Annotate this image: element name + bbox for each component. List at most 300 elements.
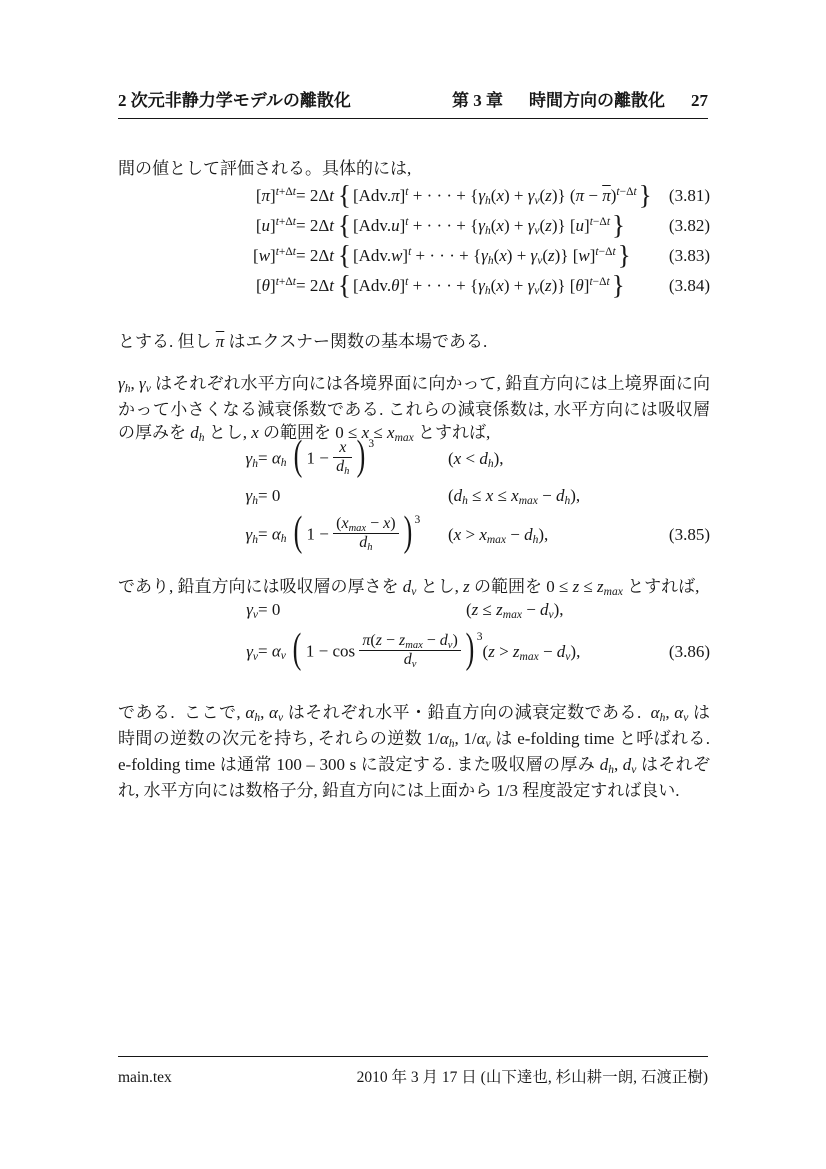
- math-token: h: [198, 432, 205, 445]
- equation-rhs: [258, 626, 483, 673]
- math-token: γ: [527, 186, 535, 205]
- math-token: = 2Δ: [296, 246, 330, 265]
- math-token: α: [476, 729, 486, 748]
- math-token: t: [405, 185, 409, 198]
- math-token: v: [534, 195, 540, 208]
- math-token: ),: [538, 525, 549, 544]
- math-token: v: [252, 609, 258, 622]
- math-token: [276, 246, 296, 258]
- math-token: [485, 195, 491, 207]
- math-token: t: [595, 245, 599, 258]
- math-token: ) +: [503, 216, 528, 235]
- math-token: t: [292, 245, 296, 258]
- footer-date-authors: 2010 年 3 月 17 日 (山下達也, 杉山耕一朗, 石渡正樹): [356, 1069, 708, 1086]
- math-token: x: [496, 276, 504, 295]
- math-token: max: [519, 651, 539, 664]
- math-token: [608, 764, 614, 776]
- math-token: α: [245, 703, 255, 722]
- math-token: [: [255, 186, 262, 205]
- math-token: [333, 515, 398, 552]
- math-token: h: [280, 457, 287, 470]
- math-token: x: [453, 449, 462, 468]
- math-token: [449, 738, 455, 750]
- equation-3.85-line-3: [118, 510, 710, 560]
- math-token: {: [338, 270, 351, 300]
- equation-condition: [448, 486, 580, 506]
- math-token: [589, 276, 609, 288]
- math-token: γ: [478, 216, 485, 235]
- math-token: [405, 640, 423, 651]
- math-token: }: [612, 210, 625, 240]
- equation-rhs: [258, 509, 448, 556]
- math-token: x: [496, 216, 504, 235]
- math-token: とすれば,: [413, 423, 491, 442]
- math-token: h: [252, 495, 258, 508]
- header-section-title: 2 次元非静力学モデルの離散化: [118, 91, 351, 110]
- math-token: ),: [570, 642, 581, 661]
- math-token: の範囲を 0 ≤: [258, 423, 362, 442]
- equation-lhs: [118, 449, 258, 469]
- math-token: γ: [246, 642, 253, 661]
- math-token: z: [572, 577, 580, 596]
- math-token: z: [512, 642, 520, 661]
- math-token: [278, 712, 283, 724]
- math-token: t: [606, 215, 611, 228]
- math-token: t: [589, 275, 593, 288]
- math-token: π: [362, 631, 371, 649]
- math-token: α: [650, 703, 660, 722]
- math-token: = 0: [258, 600, 281, 619]
- math-token: d: [556, 642, 566, 661]
- math-token: v: [411, 658, 417, 670]
- math-token: max: [405, 639, 423, 651]
- math-token: とし,: [416, 577, 464, 596]
- math-token: >: [494, 642, 513, 661]
- math-token: はエクスナー関数の基本場である.: [224, 332, 488, 351]
- math-token: z: [399, 631, 406, 649]
- math-token: 3: [368, 438, 375, 451]
- equation-lhs: [118, 486, 258, 506]
- math-token: {: [338, 240, 351, 270]
- math-token: h: [659, 712, 666, 725]
- math-token: $\overline{\pi}$: [215, 332, 225, 351]
- math-token: max: [518, 495, 538, 508]
- math-token: [405, 186, 408, 198]
- math-token: [565, 651, 570, 663]
- math-token: [252, 495, 258, 507]
- math-token: [367, 542, 372, 553]
- math-token: t: [616, 185, 620, 198]
- math-token: +Δ: [278, 275, 293, 288]
- equation-number: (3.82): [668, 216, 710, 235]
- math-token: α: [271, 447, 281, 467]
- footer-filename: main.tex: [118, 1069, 172, 1086]
- math-token: v: [252, 651, 258, 664]
- math-token: {: [338, 180, 351, 210]
- equation-3.85-line-2: [118, 482, 710, 510]
- math-token: x: [453, 525, 462, 544]
- math-token: (: [293, 509, 302, 556]
- math-token: −: [537, 486, 556, 505]
- math-token: [359, 632, 460, 650]
- equation-3.86: [118, 596, 710, 680]
- math-token: ]: [402, 246, 409, 265]
- math-token: [503, 609, 522, 621]
- math-token: [487, 534, 506, 546]
- math-token: t: [589, 215, 593, 228]
- math-token: v: [145, 383, 151, 396]
- math-token: [590, 216, 610, 228]
- equation-lhs: [118, 642, 258, 662]
- math-token: +Δ: [278, 185, 293, 198]
- math-token: max: [348, 522, 367, 534]
- math-token: [Adv.: [352, 216, 392, 235]
- math-token: $\overline{\pi}$: [602, 186, 611, 205]
- math-token: [405, 216, 408, 228]
- math-token: ,: [665, 703, 675, 722]
- math-token: ),: [570, 486, 581, 505]
- math-token: v: [683, 712, 689, 725]
- math-token: t: [275, 185, 279, 198]
- math-token: v: [537, 255, 543, 268]
- math-token: [683, 712, 688, 724]
- math-token: [276, 216, 296, 228]
- math-token: γ: [481, 246, 488, 265]
- math-token: h: [367, 541, 373, 553]
- math-token: {: [338, 210, 351, 240]
- math-token: v: [447, 639, 453, 651]
- equation-lhs: [118, 525, 258, 545]
- math-token: (: [539, 276, 546, 295]
- math-token: z: [471, 600, 479, 619]
- math-token: (: [293, 433, 302, 480]
- math-token: γ: [139, 374, 146, 393]
- math-token: [486, 738, 491, 750]
- math-token: h: [124, 383, 131, 396]
- math-token: (: [482, 642, 489, 661]
- math-token: x: [251, 423, 259, 442]
- equation-group-381-384: [118, 181, 710, 301]
- math-token: ≤: [369, 423, 388, 442]
- math-token: ]: [270, 276, 276, 295]
- math-token: = 2Δ: [296, 186, 330, 205]
- math-token: −: [366, 514, 384, 532]
- math-token: [488, 458, 494, 470]
- math-token: −Δ: [598, 245, 613, 258]
- math-token: ]: [399, 186, 406, 205]
- math-token: [488, 255, 494, 267]
- math-token: v: [631, 764, 637, 777]
- math-token: t: [292, 215, 296, 228]
- equation-number: (3.81): [668, 186, 710, 205]
- math-token: [564, 495, 570, 507]
- math-token: 3: [476, 631, 483, 644]
- math-token: v: [277, 712, 284, 725]
- math-token: −: [521, 600, 541, 619]
- math-token: d: [190, 423, 199, 442]
- equation-lhs: [118, 216, 296, 236]
- math-token: ]: [270, 246, 276, 265]
- math-token: [252, 534, 258, 546]
- math-token: x: [511, 486, 519, 505]
- math-token: [281, 533, 287, 545]
- math-token: (: [542, 246, 549, 265]
- math-token: [534, 225, 539, 237]
- math-token: (: [448, 449, 454, 468]
- math-token: +Δ: [278, 215, 293, 228]
- math-token: max: [603, 586, 623, 599]
- math-token: x: [341, 514, 349, 532]
- math-token: −: [584, 186, 603, 205]
- math-token: t: [275, 245, 279, 258]
- math-token: h: [344, 465, 350, 477]
- equation-rhs: [296, 270, 625, 300]
- math-token: [344, 466, 349, 477]
- math-token: t: [275, 215, 279, 228]
- math-token: (: [539, 216, 546, 235]
- math-token: (: [493, 246, 500, 265]
- math-token: x: [499, 246, 507, 265]
- math-token: h: [280, 533, 287, 546]
- equation-lhs: [118, 276, 296, 296]
- equation-rhs: [296, 180, 652, 210]
- math-token: = 2Δ: [296, 216, 330, 235]
- math-token: t: [292, 275, 296, 288]
- math-token: ≤: [579, 577, 598, 596]
- equation-rhs: [296, 210, 625, 240]
- math-token: [281, 650, 286, 662]
- math-token: h: [254, 712, 261, 725]
- header-chapter-number: 第 3 章: [452, 91, 503, 110]
- math-token: [333, 457, 352, 476]
- math-token: z: [545, 276, 552, 295]
- math-token: t: [275, 275, 279, 288]
- math-token: −: [381, 631, 399, 649]
- math-token: [359, 632, 460, 669]
- math-token: α: [271, 523, 281, 543]
- math-token: (: [490, 276, 497, 295]
- math-token: ): [465, 626, 475, 673]
- math-token: α: [674, 703, 684, 722]
- math-token: v: [485, 738, 491, 751]
- math-token: )} [: [551, 276, 576, 295]
- math-token: −: [422, 631, 440, 649]
- math-token: z: [375, 631, 382, 649]
- equation-rhs: [258, 600, 466, 620]
- math-token: h: [487, 255, 494, 268]
- math-token: }: [611, 270, 625, 300]
- math-token: −: [506, 525, 525, 544]
- math-token: w: [258, 246, 271, 265]
- math-token: z: [496, 600, 503, 619]
- math-token: γ: [527, 216, 535, 235]
- math-token: π: [391, 186, 400, 205]
- math-token: (: [292, 626, 302, 673]
- math-token: h: [608, 764, 614, 777]
- math-token: ≤: [493, 486, 512, 505]
- math-token: h: [485, 195, 491, 208]
- math-token: [520, 651, 539, 663]
- math-token: x: [496, 186, 504, 205]
- math-token: [333, 515, 398, 533]
- math-token: はそれぞれ水平方向には各境界面に向かって, 鉛直方向には上境界面に向かって小さくなる減衰係数である. これらの減衰係数は, 水平方向には吸収層の厚みを: [118, 374, 711, 442]
- equation-number: (3.83): [668, 246, 710, 265]
- math-token: [448, 640, 453, 651]
- math-token: h: [484, 285, 491, 298]
- math-token: [485, 285, 491, 297]
- math-token: d: [439, 631, 448, 649]
- math-token: [252, 458, 258, 470]
- math-token: γ: [530, 246, 538, 265]
- math-token: γ: [246, 600, 253, 619]
- math-token: ): [452, 631, 458, 649]
- math-token: max: [486, 534, 507, 547]
- math-token: (: [448, 525, 454, 544]
- math-token: [333, 533, 398, 552]
- page-number: 27: [691, 91, 708, 110]
- math-token: v: [548, 609, 554, 622]
- math-token: ): [357, 433, 366, 480]
- math-token: (: [370, 631, 376, 649]
- math-token: [405, 276, 408, 288]
- math-token: ),: [553, 600, 564, 619]
- math-token: [: [253, 246, 259, 265]
- equation-3.84: [118, 271, 710, 301]
- math-token: ≤: [467, 486, 486, 505]
- math-token: h: [487, 458, 494, 471]
- math-token: [415, 514, 421, 526]
- math-token: とし,: [204, 423, 252, 442]
- math-token: −Δ: [619, 185, 634, 198]
- math-token: h: [462, 495, 468, 508]
- math-token: }: [638, 180, 652, 210]
- math-token: ]: [589, 246, 596, 265]
- math-token: t: [633, 185, 637, 198]
- math-token: (: [490, 186, 497, 205]
- math-token: z: [545, 216, 552, 235]
- math-token: ): [390, 514, 396, 532]
- equation-3.83: [118, 241, 710, 271]
- math-token: π: [575, 186, 585, 205]
- math-token: (: [448, 486, 454, 505]
- math-token: の範囲を 0 ≤: [469, 577, 573, 596]
- math-token: t: [329, 216, 335, 235]
- math-token: ]: [270, 186, 276, 205]
- math-token: x: [479, 525, 487, 544]
- math-token: ) +: [506, 246, 531, 265]
- math-token: α: [269, 703, 278, 722]
- math-token: [Adv.: [352, 276, 392, 295]
- math-token: h: [252, 534, 258, 547]
- math-token: [Adv.: [352, 246, 392, 265]
- math-token: h: [448, 738, 455, 751]
- math-token: d: [453, 486, 463, 505]
- math-token: −Δ: [592, 215, 607, 228]
- math-token: d: [555, 486, 565, 505]
- math-token: [368, 438, 374, 450]
- equation-3.85-line-1: [118, 433, 710, 482]
- math-token: t: [408, 245, 412, 258]
- math-token: θ: [391, 276, 400, 295]
- math-token: z: [548, 246, 555, 265]
- equation-number: (3.85): [668, 525, 710, 544]
- math-token: [408, 246, 411, 258]
- equation-3.82: [118, 211, 710, 241]
- math-token: x: [387, 423, 395, 442]
- math-token: ,: [260, 703, 270, 722]
- math-token: ,: [613, 755, 623, 774]
- math-token: v: [534, 285, 540, 298]
- math-token: t: [405, 215, 409, 228]
- math-token: はそれぞれ水平・鉛直方向の減衰定数である.: [283, 703, 651, 722]
- math-token: [477, 631, 483, 643]
- math-token: ): [610, 186, 617, 205]
- math-token: [254, 712, 260, 724]
- math-token: =: [258, 447, 272, 467]
- header-chapter-group: [452, 86, 708, 111]
- math-token: γ: [245, 525, 253, 544]
- math-token: −Δ: [592, 275, 607, 288]
- math-token: d: [479, 449, 488, 468]
- math-token: h: [564, 495, 571, 508]
- math-token: γ: [245, 449, 253, 468]
- math-token: α: [271, 640, 281, 660]
- math-token: v: [280, 650, 286, 663]
- math-token: }: [617, 240, 631, 270]
- equation-3.85: [118, 433, 710, 560]
- math-token: , 1/: [454, 729, 477, 748]
- math-token: w: [391, 246, 403, 265]
- math-token: [276, 276, 296, 288]
- equation-rhs: [258, 486, 448, 506]
- math-token: d: [540, 600, 549, 619]
- math-token: [333, 439, 352, 457]
- math-token: v: [411, 586, 417, 599]
- math-token: t: [292, 185, 296, 198]
- math-token: 1 −: [306, 447, 334, 467]
- math-token: z: [488, 642, 495, 661]
- math-token: = 2Δ: [296, 276, 330, 295]
- math-token: [253, 651, 258, 663]
- math-token: ]: [399, 276, 406, 295]
- math-token: x: [485, 486, 494, 505]
- math-token: v: [534, 225, 540, 238]
- math-token: は e-folding time と呼ばれる. e-folding time は通常 100 – 300 s に設定する. また吸収層の厚み: [118, 729, 715, 774]
- math-token: v: [565, 651, 571, 664]
- math-token: はそれぞれ, 水平方向には数格子分, 鉛直方向には上面から 1/3 程度設定すれば良い.: [118, 755, 711, 800]
- math-token: 3: [414, 514, 421, 527]
- body-paragraph-5: [118, 701, 715, 802]
- math-token: [534, 195, 539, 207]
- math-token: [660, 712, 666, 724]
- math-token: max: [502, 609, 522, 622]
- math-token: −: [538, 642, 557, 661]
- math-token: とする. 但し: [118, 332, 216, 351]
- math-token: ]: [399, 216, 406, 235]
- math-token: [281, 457, 287, 469]
- math-token: ≤: [478, 600, 497, 619]
- math-token: [Adv.: [352, 186, 392, 205]
- equation-lhs: [118, 600, 258, 620]
- math-token: γ: [118, 374, 125, 393]
- equation-rhs: [296, 240, 631, 270]
- page-header: [118, 86, 708, 119]
- math-token: [276, 186, 296, 198]
- math-token: d: [622, 755, 632, 774]
- math-token: z: [545, 186, 552, 205]
- math-token: θ: [575, 276, 584, 295]
- equation-number: (3.86): [668, 642, 710, 661]
